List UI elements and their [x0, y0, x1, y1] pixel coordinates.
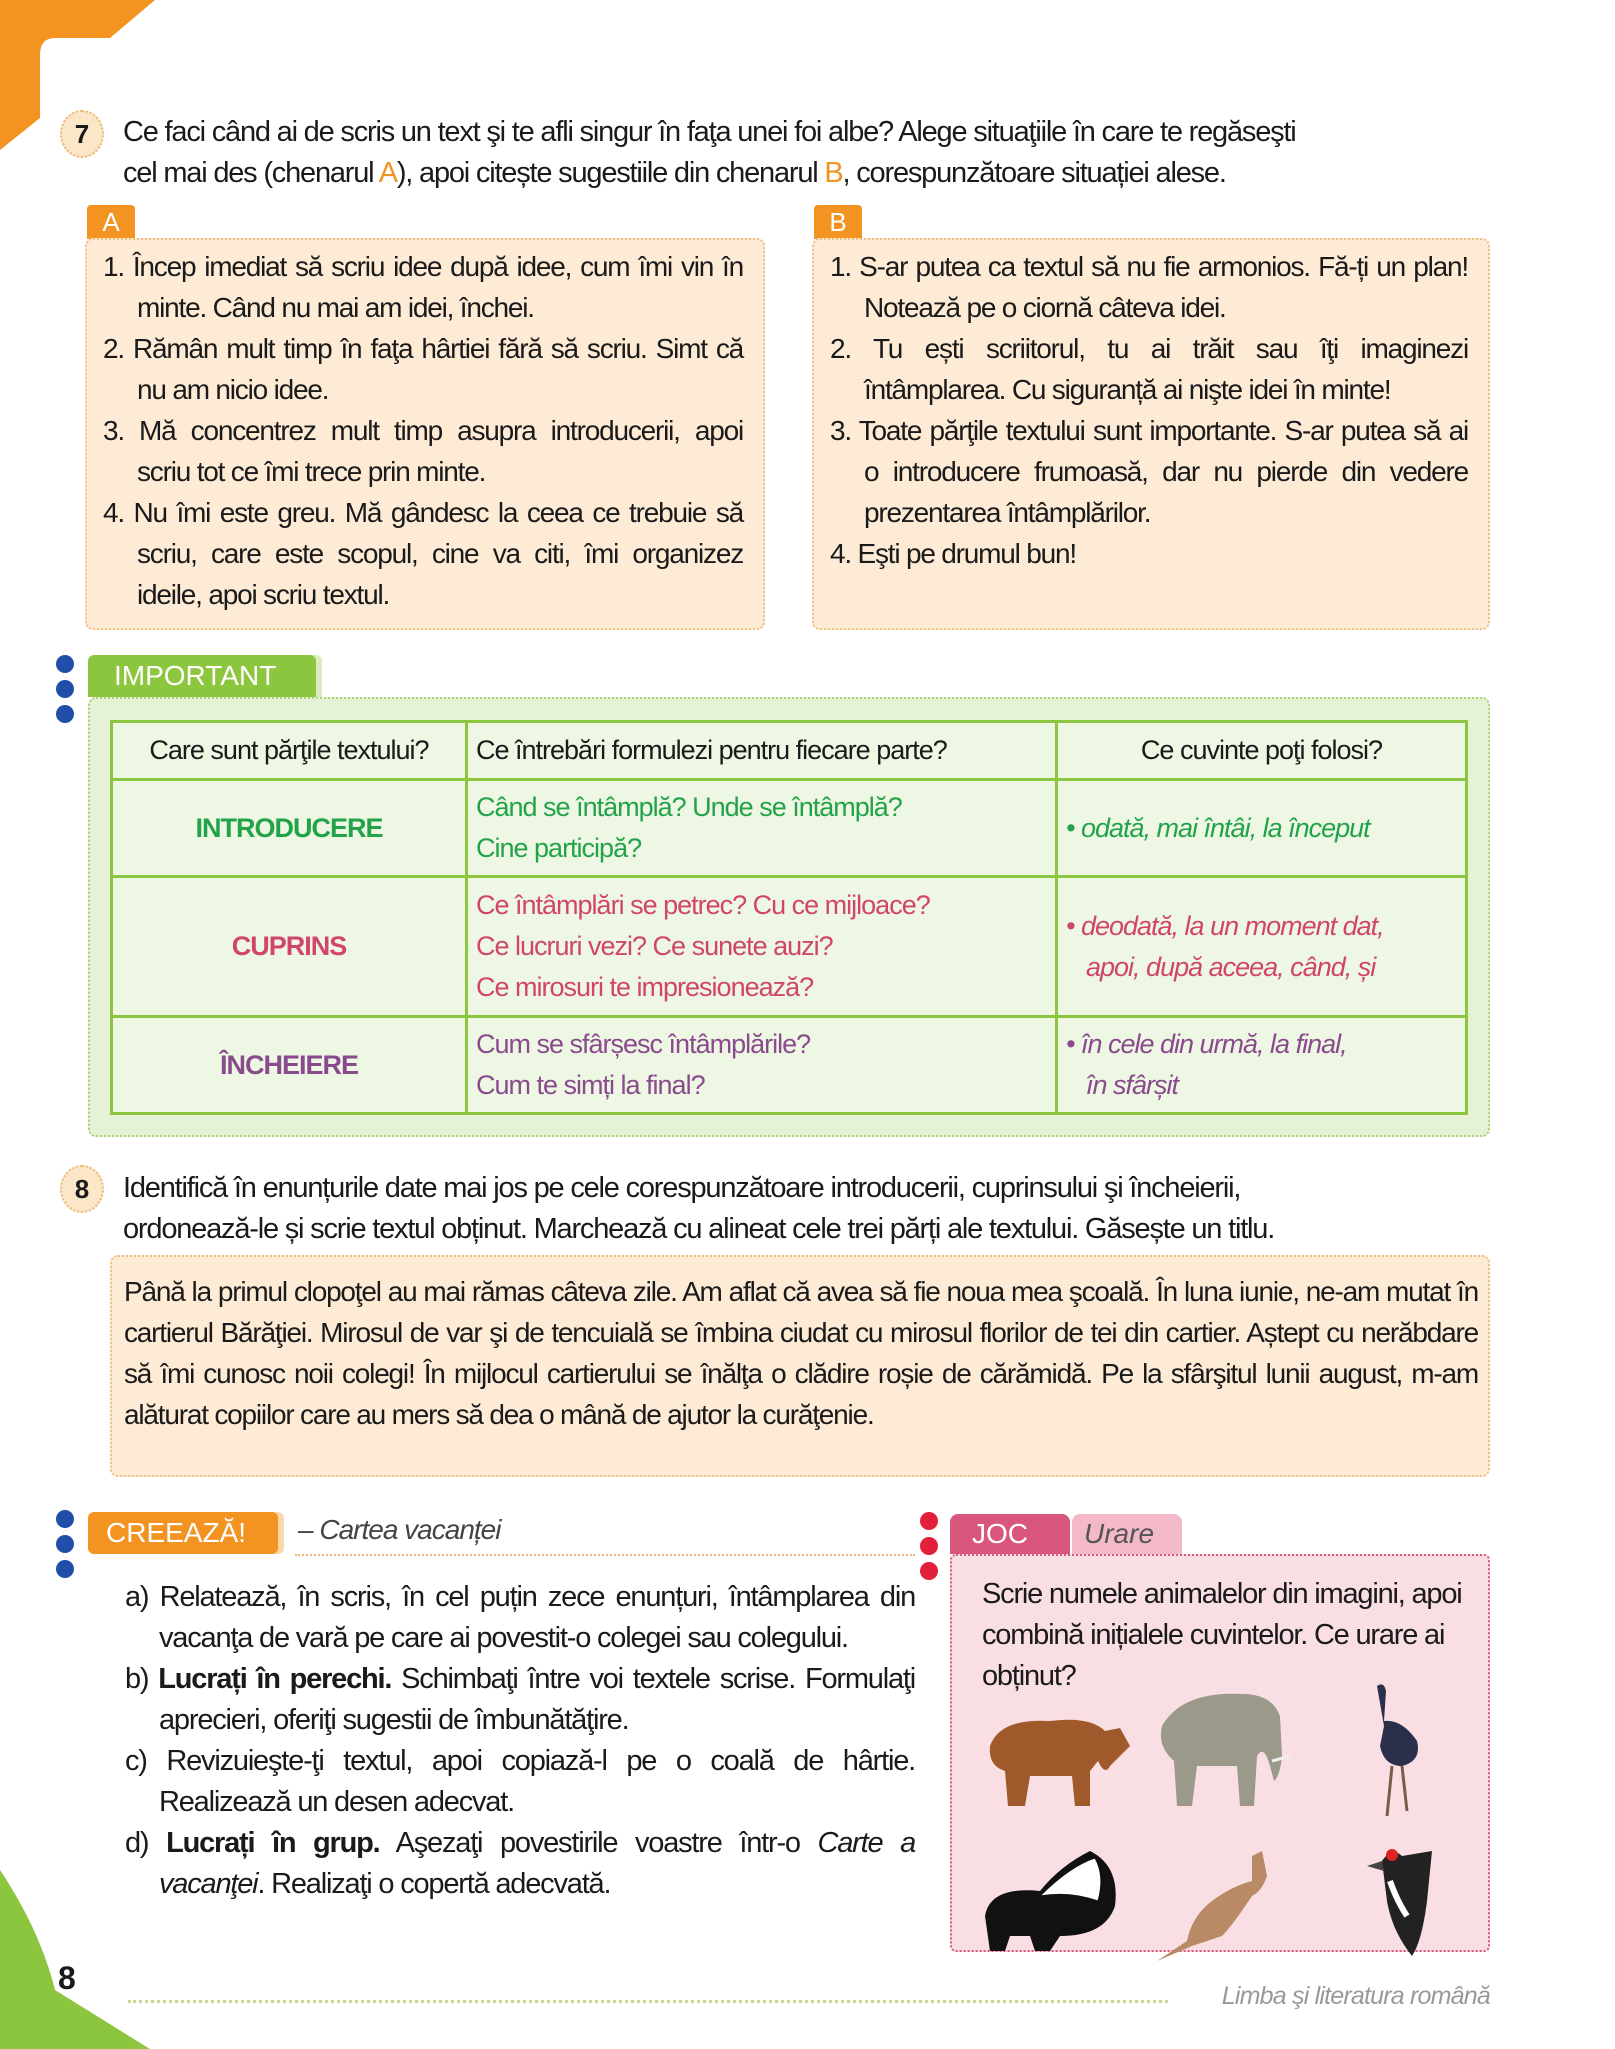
list-item: 3. Mă concentrez mult timp asupra introducerii, apoi scriu tot ce îmi trece prin minte. [103, 415, 743, 487]
instruction-line: cel mai des (chenarul A), apoi citește sugestiile din chenarul B, corespunzătoare situației alese. [123, 157, 1226, 189]
questions-cell: Când se întâmplă? Unde se întâmplă? Cine participă? [467, 780, 1057, 877]
woodpecker-image [1362, 1841, 1442, 1961]
column-header: Ce cuvinte poţi folosi? [1057, 722, 1467, 780]
questions-cell: Cum se sfârșesc întâmplările? Cum te simți la final? [467, 1017, 1057, 1114]
table-row [112, 780, 1467, 877]
bear-image [980, 1706, 1140, 1816]
list-item: 4. Nu îmi este greu. Mă gândesc la ceea ce trebuie să scriu, care este scopul, cine va citi, îmi organizez ideile, apoi scriu textul. [103, 497, 743, 610]
footer-divider [128, 2000, 1168, 2003]
exercise-8-instruction [123, 1168, 1493, 1250]
table-row [112, 877, 1467, 1017]
questions-cell: Ce întâmplări se petrec? Cu ce mijloace? Ce lucruri vezi? Ce sunete auzi? Ce mirosuri te impresionează? [467, 877, 1057, 1017]
list-item: d) Lucrați în grup. Aşezaţi povestirile voastre într-o Carte a vacanţei. Realizaţi o copertă adecvată. [125, 1827, 916, 1900]
instruction-line: ordonează-le și scrie textul obținut. Marchează cu alineat cele trei părți ale textului. Găsește un titlu. [123, 1213, 1275, 1245]
part-name: INTRODUCERE [112, 780, 467, 877]
part-name: ÎNCHEIERE [112, 1017, 467, 1114]
elephant-image [1152, 1686, 1302, 1816]
kangaroo-image [1152, 1846, 1302, 1966]
text-parts-table [110, 720, 1468, 1115]
ostrich-image [1362, 1681, 1432, 1821]
blue-dots-icon [56, 655, 74, 730]
table-header-row [112, 722, 1467, 780]
words-cell: • în cele din urmă, la final, în sfârșit [1057, 1017, 1467, 1114]
subject-name: Limba şi literatura română [1221, 1982, 1490, 2010]
words-cell: • deodată, la un moment dat, apoi, după aceea, când, și [1057, 877, 1467, 1017]
page-number: 8 [58, 1960, 76, 1996]
list-item: 1. Încep imediat să scriu idee după idee, cum îmi vin în minte. Când nu mai am idei, închei. [103, 251, 743, 323]
exercise-number: 8 [60, 1165, 104, 1213]
creeaza-subtitle: – Cartea vacanței [298, 1514, 501, 1545]
box-a [85, 238, 765, 630]
exercise-7-instruction [123, 112, 1493, 194]
list-item: 2. Tu ești scriitorul, tu ai trăit sau îţi imaginezi întâmplarea. Cu siguranță ai nişte idei în minte! [830, 333, 1468, 405]
joc-instruction: Scrie numele animalelor din imagini, apoi combină inițialele cuvintelor. Ce urare ai obținut? [982, 1578, 1462, 1692]
blue-dots-icon [56, 1510, 74, 1585]
list-item: b) Lucrați în perechi. Schimbaţi între voi textele scrise. Formulaţi aprecieri, oferiţi sugestii de îmbunătăţire. [125, 1663, 915, 1736]
list-item: 2. Rămân mult timp în faţa hârtiei fără să scriu. Simt că nu am nicio idee. [103, 333, 743, 405]
joc-subtitle: Urare [1072, 1514, 1182, 1554]
important-label: IMPORTANT [88, 655, 316, 697]
creeaza-label: CREEAZĂ! [88, 1512, 278, 1554]
joc-panel [950, 1554, 1490, 1952]
list-item: 1. S-ar putea ca textul să nu fie armonios. Fă-ți un plan! Notează pe o ciornă câteva idei. [830, 251, 1468, 323]
exercise-8-text: Până la primul clopoţel au mai rămas câteva zile. Am aflat că avea să fie noua mea şcoală. În luna iunie, ne-am mutat în cartierul Bărăţiei. Mirosul de var şi de tencuială se îmbina ciudat cu mirosul florilor de tei din cartier. Aștept cu nerăbdare să îmi cunosc noii colegi! În mijlocul cartierului se înălţa o clădire roșie de cărămidă. Pe la sfârşitul lunii august, m-am alăturat copiilor care au mers să dea o mână de ajutor la curăţenie. [110, 1255, 1490, 1477]
instruction-line: Ce faci când ai de scris un text şi te afli singur în faţa unei foi albe? Alege situaţiile în care te regăseşti [123, 116, 1296, 148]
box-a-label: A [87, 205, 135, 239]
joc-label: JOC [950, 1514, 1070, 1554]
red-dots-icon [920, 1512, 938, 1587]
list-item: 3. Toate părţile textului sunt importante. S-ar putea să ai o introducere frumoasă, dar nu pierde din vedere prezentarea întâmplărilor. [830, 415, 1468, 528]
part-name: CUPRINS [112, 877, 467, 1017]
divider [295, 1554, 915, 1556]
table-row [112, 1017, 1467, 1114]
list-item: 4. Eşti pe drumul bun! [830, 538, 1076, 569]
words-cell: • odată, mai întâi, la început [1057, 780, 1467, 877]
column-header: Ce întrebări formulezi pentru fiecare parte? [467, 722, 1057, 780]
exercise-number: 7 [60, 110, 104, 158]
list-item: a) Relatează, în scris, în cel puțin zece enunțuri, întâmplarea din vacanţa de vară pe care ai povestit-o colegei sau colegului. [125, 1581, 915, 1654]
skunk-image [980, 1846, 1130, 1956]
box-b [812, 238, 1490, 630]
instruction-line: Identifică în enunțurile date mai jos pe cele corespunzătoare introducerii, cuprinsului şi încheierii, [123, 1172, 1241, 1204]
creeaza-list [125, 1577, 915, 1905]
list-item: c) Revizuieşte-ţi textul, apoi copiază-l pe o coală de hârtie. Realizează un desen adecvat. [125, 1745, 915, 1818]
column-header: Care sunt părţile textului? [112, 722, 467, 780]
box-b-label: B [814, 205, 862, 239]
